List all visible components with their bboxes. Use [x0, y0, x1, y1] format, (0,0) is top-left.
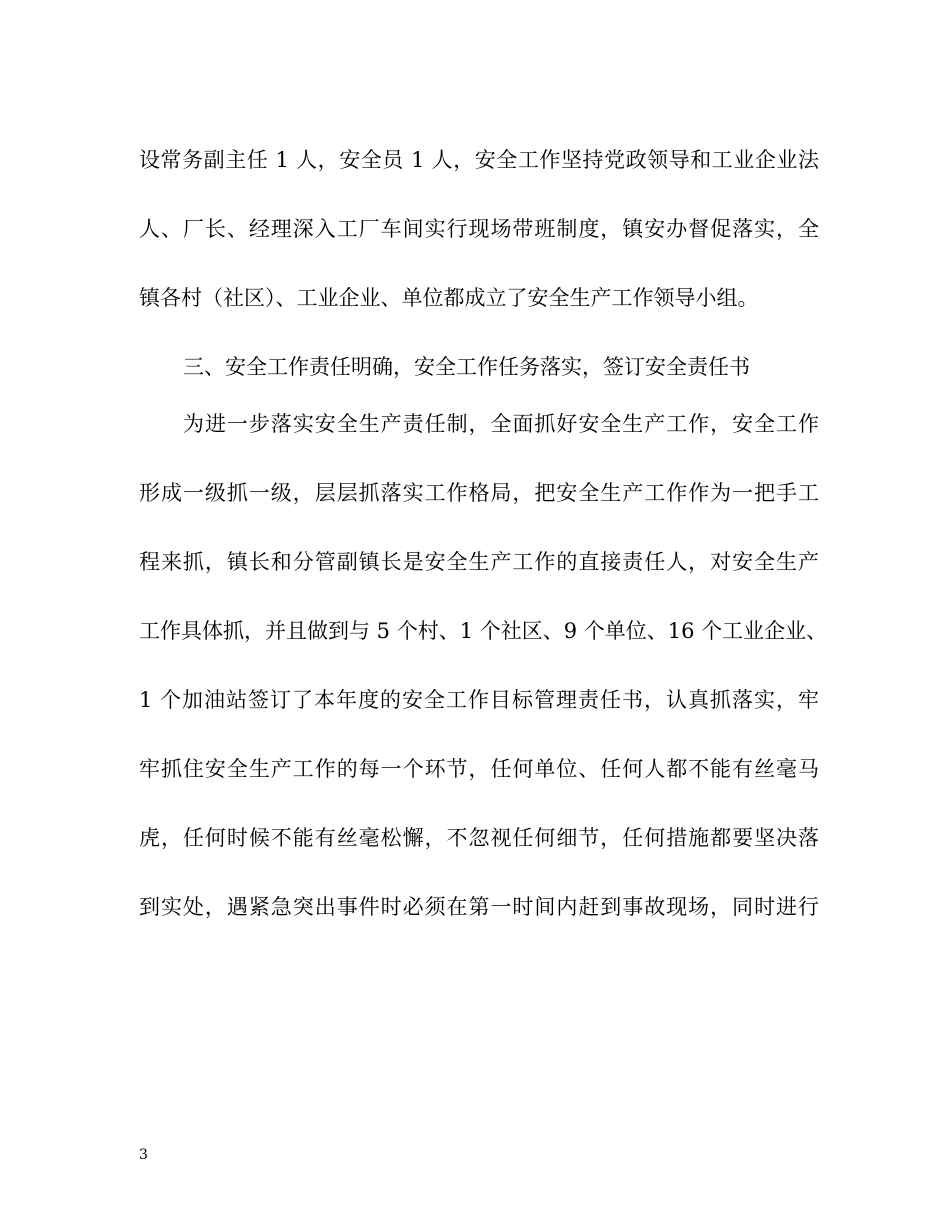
paragraph-line: 1 个加油站签订了本年度的安全工作目标管理责任书，认真抓落实，牢	[139, 688, 819, 712]
paragraph-line: 形成一级抓一级，层层抓落实工作格局，把安全生产工作作为一把手工	[139, 481, 819, 505]
paragraph-line: 牢抓住安全生产工作的每一个环节，任何单位、任何人都不能有丝毫马	[139, 757, 819, 781]
paragraph-line: 人、厂长、经理深入工厂车间实行现场带班制度，镇安办督促落实，全	[139, 217, 819, 241]
page-number: 3	[139, 1147, 148, 1163]
paragraph-line: 设常务副主任 1 人，安全员 1 人，安全工作坚持党政领导和工业企业法	[139, 148, 819, 172]
paragraph-line: 镇各村（社区）、工业企业、单位都成立了安全生产工作领导小组。	[139, 286, 759, 310]
paragraph-line: 程来抓，镇长和分管副镇长是安全生产工作的直接责任人，对安全生产	[139, 550, 819, 574]
paragraph-line: 虎，任何时候不能有丝毫松懈，不忽视任何细节，任何措施都要坚决落	[139, 826, 819, 850]
paragraph-line: 到实处，遇紧急突出事件时必须在第一时间内赶到事故现场，同时进行	[139, 895, 819, 919]
paragraph-line: 工作具体抓，并且做到与 5 个村、1 个社区、9 个单位、16 个工业企业、	[139, 619, 828, 643]
section-heading: 三、安全工作责任明确，安全工作任务落实，签订安全责任书	[183, 355, 750, 379]
paragraph-line: 为进一步落实安全生产责任制，全面抓好安全生产工作，安全工作	[183, 412, 819, 436]
